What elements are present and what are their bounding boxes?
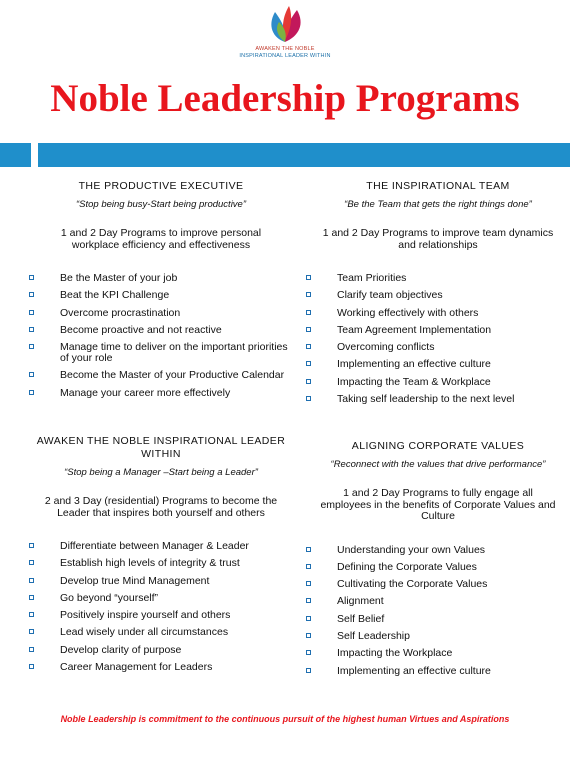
square-bullet-icon bbox=[29, 372, 34, 377]
square-bullet-icon bbox=[306, 564, 311, 569]
square-bullet-icon bbox=[29, 292, 34, 297]
section-tagline: “Stop being busy-Start being productive” bbox=[75, 199, 247, 210]
list-item bbox=[303, 545, 570, 556]
square-bullet-icon bbox=[29, 390, 34, 395]
square-bullet-icon bbox=[29, 344, 34, 349]
item-text: Alignment bbox=[337, 595, 384, 608]
item-text: Differentiate between Manager & Leader bbox=[60, 540, 249, 552]
square-bullet-icon bbox=[306, 275, 311, 280]
square-bullet-icon bbox=[29, 612, 34, 617]
item-text: Career Management for Leaders bbox=[60, 661, 213, 674]
list-item bbox=[26, 558, 296, 569]
item-text: Self Belief bbox=[337, 612, 385, 625]
square-bullet-icon bbox=[306, 633, 311, 638]
item-text: Manage your career more effectively bbox=[60, 386, 231, 399]
square-bullet-icon bbox=[29, 647, 34, 652]
item-text: Develop clarity of purpose bbox=[60, 643, 182, 656]
square-bullet-icon bbox=[306, 396, 311, 401]
footer-tagline: Noble Leadership is commitment to the continuous pursuit of the highest human Virtues and Aspirations bbox=[60, 714, 510, 724]
list-item bbox=[26, 290, 296, 301]
square-bullet-icon bbox=[306, 344, 311, 349]
item-text: Be the Master of your job bbox=[60, 272, 178, 284]
square-bullet-icon bbox=[306, 310, 311, 315]
square-bullet-icon bbox=[306, 547, 311, 552]
square-bullet-icon bbox=[306, 668, 311, 673]
list-item bbox=[26, 370, 296, 381]
list-item bbox=[303, 273, 570, 284]
square-bullet-icon bbox=[306, 598, 311, 603]
section-description: 1 and 2 Day Programs to fully engage all employees in the benefits of Corporate Values and Culture bbox=[320, 487, 556, 522]
list-item bbox=[26, 273, 296, 284]
item-text: Implementing an effective culture bbox=[337, 358, 491, 371]
section-description: 1 and 2 Day Programs to improve personal workplace efficiency and effectiveness bbox=[60, 227, 262, 251]
list-item bbox=[26, 576, 296, 587]
list-item bbox=[303, 614, 570, 625]
square-bullet-icon bbox=[29, 629, 34, 634]
item-text: Clarify team objectives bbox=[337, 289, 443, 302]
page-title: Noble Leadership Programs bbox=[50, 77, 520, 120]
section-title: AWAKEN THE NOBLE INSPIRATIONAL LEADER WITHIN bbox=[36, 435, 286, 460]
item-text: Positively inspire yourself and others bbox=[60, 609, 231, 622]
square-bullet-icon bbox=[306, 379, 311, 384]
square-bullet-icon bbox=[29, 327, 34, 332]
section-title: THE INSPIRATIONAL TEAM bbox=[366, 180, 510, 192]
list-item bbox=[26, 593, 296, 604]
logo bbox=[233, 2, 337, 70]
item-text: Impacting the Workplace bbox=[337, 647, 453, 660]
list-item bbox=[303, 596, 570, 607]
list-item bbox=[26, 627, 296, 638]
section-title: THE PRODUCTIVE EXECUTIVE bbox=[78, 180, 244, 192]
list-item bbox=[26, 308, 296, 319]
list-item bbox=[303, 290, 570, 301]
band-left bbox=[0, 143, 31, 167]
square-bullet-icon bbox=[29, 664, 34, 669]
list-item bbox=[303, 359, 570, 370]
square-bullet-icon bbox=[306, 650, 311, 655]
section-title: ALIGNING CORPORATE VALUES bbox=[351, 440, 525, 452]
item-text: Implementing an effective culture bbox=[337, 664, 491, 677]
item-list bbox=[303, 545, 570, 677]
item-text: Self Leadership bbox=[337, 629, 410, 642]
list-item bbox=[26, 645, 296, 656]
square-bullet-icon bbox=[29, 578, 34, 583]
list-item bbox=[303, 579, 570, 590]
square-bullet-icon bbox=[29, 310, 34, 315]
section-aligning-values bbox=[303, 440, 570, 683]
section-tagline: “Be the Team that gets the right things done” bbox=[344, 199, 532, 210]
logo-text bbox=[233, 46, 337, 59]
leaf-logo-icon bbox=[255, 2, 315, 46]
list-item bbox=[303, 666, 570, 677]
list-item bbox=[26, 541, 296, 552]
list-item bbox=[26, 662, 296, 673]
list-item bbox=[303, 394, 570, 405]
item-text: Overcoming conflicts bbox=[337, 341, 435, 354]
item-text: Taking self leadership to the next level bbox=[337, 393, 515, 406]
item-text: Become proactive and not reactive bbox=[60, 323, 222, 336]
list-item bbox=[303, 342, 570, 353]
list-item bbox=[303, 631, 570, 642]
square-bullet-icon bbox=[306, 327, 311, 332]
section-inspirational-team bbox=[303, 180, 570, 411]
item-text: Become the Master of your Productive Calendar bbox=[60, 369, 285, 382]
square-bullet-icon bbox=[306, 292, 311, 297]
item-list bbox=[26, 273, 296, 399]
logo-line1: AWAKEN THE NOBLE bbox=[255, 46, 315, 52]
list-item bbox=[26, 388, 296, 399]
square-bullet-icon bbox=[29, 543, 34, 548]
list-item bbox=[303, 308, 570, 319]
item-text: Develop true Mind Management bbox=[60, 574, 210, 587]
section-tagline: “Reconnect with the values that drive performance” bbox=[330, 459, 546, 470]
item-list bbox=[303, 273, 570, 405]
item-text: Beat the KPI Challenge bbox=[60, 289, 170, 302]
section-productive-executive bbox=[26, 180, 296, 405]
list-item bbox=[303, 325, 570, 336]
section-tagline: “Stop being a Manager –Start being a Leader” bbox=[64, 467, 258, 478]
item-text: Defining the Corporate Values bbox=[337, 560, 477, 573]
band-right bbox=[38, 143, 570, 167]
item-list bbox=[26, 541, 296, 673]
square-bullet-icon bbox=[306, 361, 311, 366]
square-bullet-icon bbox=[29, 275, 34, 280]
item-text: Establish high levels of integrity & trust bbox=[60, 557, 240, 570]
item-text: Manage time to deliver on the important priorities of your role bbox=[60, 341, 288, 365]
list-item bbox=[303, 648, 570, 659]
square-bullet-icon bbox=[306, 616, 311, 621]
item-text: Lead wisely under all circumstances bbox=[60, 626, 229, 639]
item-text: Overcome procrastination bbox=[60, 306, 181, 319]
item-text: Understanding your own Values bbox=[337, 543, 486, 556]
section-description: 2 and 3 Day (residential) Programs to become the Leader that inspires both yourself and others bbox=[44, 495, 278, 519]
square-bullet-icon bbox=[29, 560, 34, 565]
list-item bbox=[303, 562, 570, 573]
list-item bbox=[303, 377, 570, 388]
item-text: Go beyond “yourself” bbox=[60, 591, 159, 604]
section-description: 1 and 2 Day Programs to improve team dynamics and relationships bbox=[322, 227, 554, 251]
section-awaken-leader bbox=[26, 435, 296, 679]
item-text: Impacting the Team & Workplace bbox=[337, 375, 491, 388]
list-item bbox=[26, 610, 296, 621]
list-item bbox=[26, 325, 296, 336]
square-bullet-icon bbox=[306, 581, 311, 586]
item-text: Team Priorities bbox=[337, 272, 407, 284]
item-text: Cultivating the Corporate Values bbox=[337, 578, 488, 591]
item-text: Working effectively with others bbox=[337, 306, 479, 319]
square-bullet-icon bbox=[29, 595, 34, 600]
list-item bbox=[26, 342, 296, 364]
item-text: Team Agreement Implementation bbox=[337, 323, 492, 336]
logo-line2: INSPIRATIONAL LEADER WITHIN bbox=[239, 52, 331, 59]
